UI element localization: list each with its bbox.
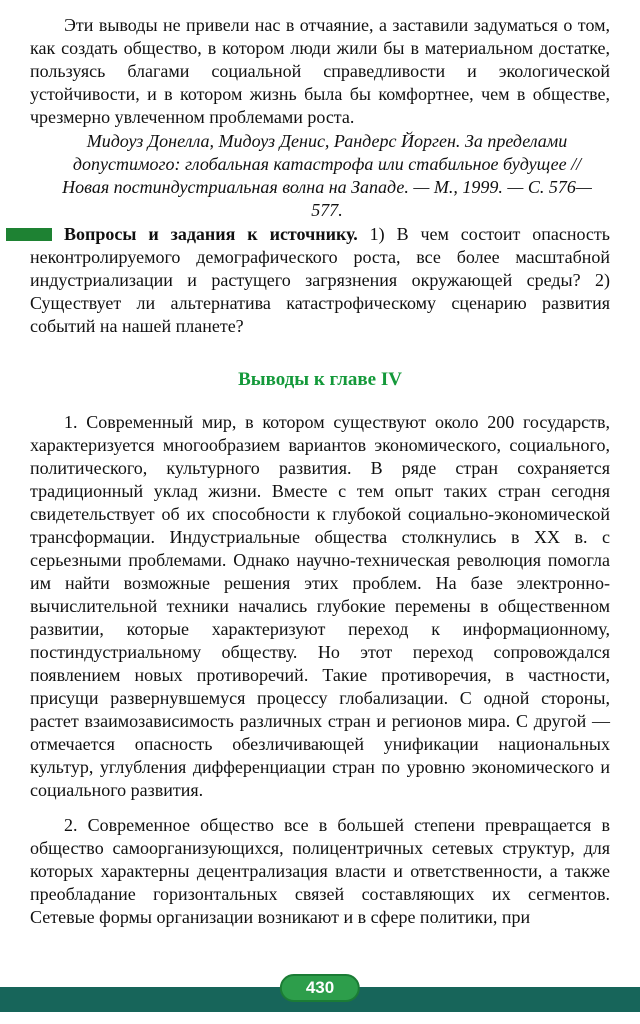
- source-citation: Мидоуз Донелла, Мидоуз Денис, Рандерс Йорген. За пределами допустимого: глобальная катастрофа или стабильное будущее // Новая постиндустриальная волна на Западе. — М., 1999. — С. 576—577.: [62, 131, 592, 220]
- intro-paragraph: Эти выводы не привели нас в отчаяние, а заставили задуматься о том, как создать общество, в котором люди жили бы в материальном достатке, пользуясь благами социальной справедливости и экологической устойчивости, и в котором жизнь была бы комфортнее, чем в обществе, чрезмерно увлеченном проблемами роста.: [30, 15, 610, 127]
- questions-paragraph: [30, 223, 610, 338]
- questions-label: Вопросы и задания к источнику.: [64, 224, 358, 244]
- conclusion-paragraph-2: 2. Современное общество все в большей степени превращается в общество самоорганизующихся, полицентричных сетевых структур, для которых характерны децентрализация власти и ответственности, а также преобладание горизонтальных связей составляющих их сегментов. Сетевые формы организации возникают и в сфере политики, при: [30, 815, 610, 927]
- green-marker-icon: [6, 228, 52, 241]
- conclusion-paragraph-1: 1. Современный мир, в котором существуют около 200 государств, характеризуется многообразием вариантов экономического, социального, политического, культурного развития. В ряде стран сохраняется традиционный уклад жизни. Вместе с тем опыт таких стран сегодня свидетельствует об их способности к глубокой социально-экономической трансформации. Индустриальные общества столкнулись в XX в. с серьезными проблемами. Однако научно-техническая революция помогла им найти возможные решения этих проблем. На базе электронно-вычислительной техники начались глубокие перемены в общественном развитии, которые характеризуют переход к информационному, постиндустриальному обществу. Но этот переход сопровождался появлением новых противоречий. Такие противоречия, в частности, присущи развернувшемуся процессу глобализации. С одной стороны, растет взаимозависимость различных стран и регионов мира. С другой — отмечается опасность обезличивающей унификации национальных культур, углубления дифференциации стран по уровню экономического и социального развития.: [30, 412, 610, 800]
- questions-text: 1) В чем состоит опасность неконтролируемого демографического роста, все более масштабной индустриализации и растущего загрязнения окружающей среды? 2) Существует ли альтернатива катастрофическому сценарию развития событий на нашей планете?: [30, 224, 610, 336]
- page-number-badge: 430: [280, 974, 360, 1002]
- chapter-conclusions-heading: Выводы к главе IV: [238, 369, 402, 390]
